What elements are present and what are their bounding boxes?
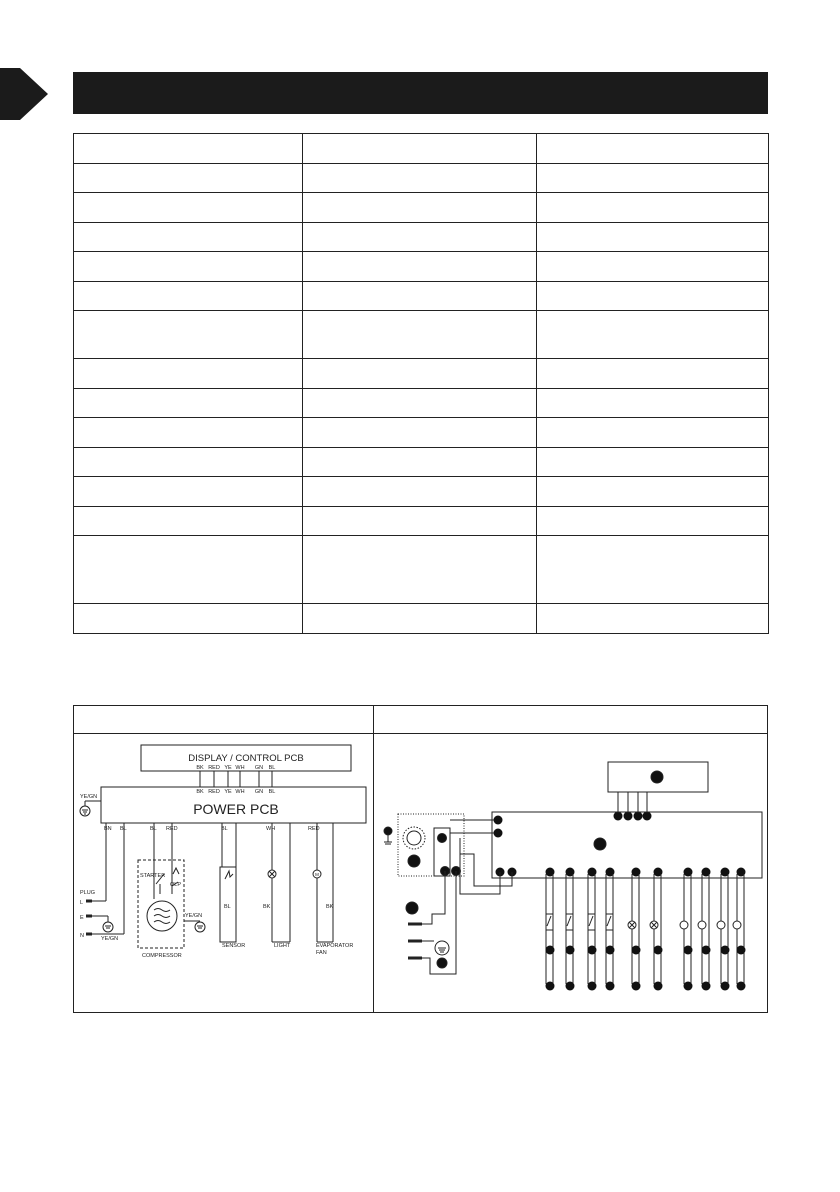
schematic-node — [546, 982, 555, 991]
spec-table-cell — [537, 164, 769, 193]
wire-code-top-3: YE — [224, 765, 232, 771]
left-wiring-diagram — [74, 734, 373, 1014]
spec-table-row — [74, 282, 769, 311]
spec-table-cell — [303, 193, 537, 223]
spec-table-cell — [303, 252, 537, 282]
schematic-sensor-icon — [588, 914, 595, 930]
spec-table-cell — [303, 164, 537, 193]
schematic-node — [438, 834, 447, 843]
spec-table-row — [74, 604, 769, 634]
plug-label: PLUG — [80, 890, 95, 896]
wire-code-bottom-4: WH — [235, 789, 245, 795]
wire-label-wh: WH — [266, 826, 276, 832]
schematic-node — [702, 982, 711, 991]
schematic-node — [634, 812, 643, 821]
wire-label-red-1: RED — [166, 826, 178, 832]
spec-table-cell — [74, 418, 303, 448]
schematic-sensor-icon — [566, 914, 573, 930]
schematic-node — [737, 946, 746, 955]
wire-code-bottom-6: BL — [268, 789, 276, 795]
spec-table-cell — [74, 193, 303, 223]
wire-code-top-1: BK — [196, 765, 204, 771]
spec-table-cell — [537, 134, 769, 164]
spec-table-cell — [537, 282, 769, 311]
spec-table-row — [74, 164, 769, 193]
spec-table-cell — [303, 604, 537, 634]
spec-table-cell — [537, 311, 769, 359]
spec-table-cell — [74, 359, 303, 389]
wire-code-top-4: WH — [235, 765, 245, 771]
olp-label: OLP — [170, 882, 182, 888]
light-label: LIGHT — [274, 943, 291, 949]
wire-code-top-6: BL — [268, 765, 276, 771]
spec-table-row — [74, 536, 769, 604]
spec-table-cell — [303, 223, 537, 252]
wire-code-top-5: GN — [254, 765, 264, 771]
ground-label-top: YE/GN — [80, 794, 98, 800]
wire-label-red-2: RED — [308, 826, 320, 832]
spec-table-cell — [537, 193, 769, 223]
schematic-node — [494, 829, 503, 838]
sensor-label: SENSOR — [222, 943, 246, 949]
spec-table-cell — [537, 507, 769, 536]
schematic-ground-small-icon — [384, 835, 392, 844]
spec-table-cell — [74, 448, 303, 477]
schematic-node — [654, 982, 663, 991]
spec-table-cell — [303, 536, 537, 604]
fan-wire-label: BK — [326, 904, 334, 910]
schematic-component-columns — [546, 868, 746, 991]
schematic-plug — [408, 871, 456, 974]
spec-table-cell — [303, 448, 537, 477]
spec-table-cell — [303, 389, 537, 418]
plug-ground-label: YE/GN — [101, 936, 119, 942]
spec-table-cell — [303, 418, 537, 448]
schematic-node — [651, 771, 663, 783]
spec-table-cell — [74, 604, 303, 634]
spec-table-cell — [537, 604, 769, 634]
wiring-diagram-frame — [73, 705, 768, 1013]
schematic-node — [632, 946, 641, 955]
fan-wiring — [313, 823, 333, 942]
spec-table-cell — [74, 536, 303, 604]
spec-table-cell — [303, 282, 537, 311]
sensor-wiring — [220, 823, 236, 942]
section-arrow-icon — [0, 68, 48, 120]
spec-table-row — [74, 359, 769, 389]
schematic-node — [606, 982, 615, 991]
schematic-node — [546, 946, 555, 955]
spec-table-row — [74, 389, 769, 418]
spec-table-cell — [537, 252, 769, 282]
wire-label-bl-2: BL — [150, 826, 157, 832]
schematic-node — [624, 812, 633, 821]
schematic-node — [606, 946, 615, 955]
schematic-display-connectors — [618, 792, 647, 814]
section-title-bar — [73, 72, 768, 114]
spec-table-cell — [537, 536, 769, 604]
spec-table-cell — [303, 311, 537, 359]
schematic-node — [643, 812, 652, 821]
schematic-node — [588, 946, 597, 955]
pcb-connector-wires — [200, 771, 272, 787]
spec-table-row — [74, 223, 769, 252]
spec-table-cell — [537, 223, 769, 252]
compressor-label: COMPRESSOR — [142, 953, 182, 959]
schematic-open-circle-icon — [733, 921, 741, 929]
spec-table-cell — [537, 389, 769, 418]
schematic-sensor-icon — [606, 914, 613, 930]
schematic-node — [594, 838, 606, 850]
spec-table-cell — [537, 448, 769, 477]
spec-table-row — [74, 134, 769, 164]
wire-label-bl-3: BL — [221, 826, 228, 832]
spec-table-row — [74, 252, 769, 282]
light-wiring — [268, 823, 290, 942]
spec-table-cell — [537, 359, 769, 389]
schematic-node — [406, 902, 418, 914]
display-control-pcb-label: DISPLAY / CONTROL PCB — [188, 753, 304, 764]
schematic-node — [566, 946, 575, 955]
spec-table-cell — [303, 359, 537, 389]
spec-table-cell — [537, 477, 769, 507]
ground-symbol-top-icon — [80, 801, 101, 816]
sensor-wire-label: BL — [224, 904, 231, 910]
fan-label-2: FAN — [316, 950, 327, 956]
spec-table-cell — [303, 134, 537, 164]
spec-table-row — [74, 311, 769, 359]
wire-code-bottom-3: YE — [224, 789, 232, 795]
schematic-node — [721, 982, 730, 991]
schematic-node — [408, 855, 420, 867]
starter-label: STARTER — [140, 873, 166, 879]
spec-table-cell — [74, 507, 303, 536]
spec-table-row — [74, 193, 769, 223]
spec-table-row — [74, 507, 769, 536]
schematic-main-pcb-box — [492, 812, 762, 878]
right-schematic-diagram — [374, 734, 768, 1014]
spec-table-cell — [74, 477, 303, 507]
spec-table-row — [74, 448, 769, 477]
spec-table — [73, 133, 769, 634]
spec-table-cell — [303, 507, 537, 536]
wire-code-bottom-1: BK — [196, 789, 204, 795]
schematic-sensor-icon — [546, 914, 553, 930]
wire-label-bn: BN — [104, 826, 112, 832]
schematic-node — [702, 946, 711, 955]
power-pcb-label: POWER PCB — [193, 801, 279, 817]
spec-table-cell — [74, 282, 303, 311]
wire-code-bottom-2: RED — [208, 789, 220, 795]
spec-table-cell — [74, 164, 303, 193]
compressor-ground-label: YE/GN — [185, 913, 203, 919]
schematic-open-circle-icon — [698, 921, 706, 929]
spec-table-cell — [74, 134, 303, 164]
schematic-node — [437, 958, 447, 968]
wire-label-bl-1: BL — [120, 826, 127, 832]
light-wire-label: BK — [263, 904, 271, 910]
schematic-node — [588, 982, 597, 991]
wiring-header-row — [74, 706, 767, 734]
plug-n-label: N — [80, 933, 84, 939]
plug-wiring — [86, 823, 124, 934]
plug-e-label: E — [80, 915, 84, 921]
spec-table-cell — [74, 389, 303, 418]
spec-table-row — [74, 477, 769, 507]
spec-table-cell — [74, 252, 303, 282]
schematic-node — [566, 982, 575, 991]
schematic-node — [721, 946, 730, 955]
schematic-node — [494, 816, 503, 825]
schematic-open-circle-icon — [717, 921, 725, 929]
fan-label-1: EVAPORATOR — [316, 943, 354, 949]
spec-table-row — [74, 418, 769, 448]
schematic-open-circle-icon — [680, 921, 688, 929]
schematic-node — [737, 982, 746, 991]
wire-code-top-2: RED — [208, 765, 220, 771]
schematic-node — [654, 946, 663, 955]
plug-l-label: L — [80, 900, 84, 906]
schematic-node — [614, 812, 623, 821]
schematic-node — [384, 827, 392, 835]
schematic-node — [684, 982, 693, 991]
schematic-node — [684, 946, 693, 955]
fan-symbol: M — [315, 872, 319, 877]
spec-table-cell — [74, 311, 303, 359]
schematic-node — [632, 982, 641, 991]
wire-code-bottom-5: GN — [254, 789, 264, 795]
spec-table-cell — [303, 477, 537, 507]
spec-table-cell — [537, 418, 769, 448]
spec-table-cell — [74, 223, 303, 252]
